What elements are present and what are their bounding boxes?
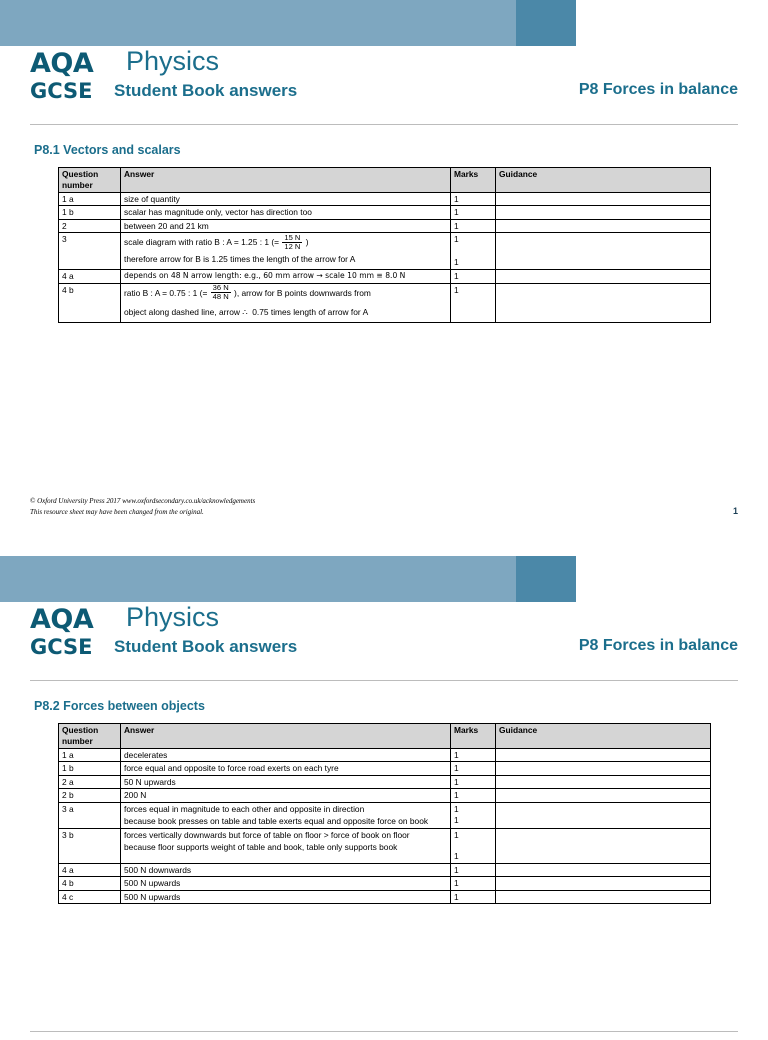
cell-question: 3 b <box>59 828 121 863</box>
page1-header <box>0 46 768 124</box>
answer-line: because book presses on table and table exerts equal and opposite force on book <box>124 816 429 827</box>
cell-answer: size of quantity <box>121 192 451 206</box>
page2-section-title: P8.2 Forces between objects <box>34 699 205 713</box>
table-row <box>59 283 711 322</box>
cell-guidance <box>496 192 711 206</box>
page-number: 1 <box>732 506 738 516</box>
cell-marks: 1 1 <box>451 828 496 863</box>
answer-line: because floor supports weight of table and book, table only supports book <box>124 842 398 853</box>
col-header-marks: Marks <box>451 724 496 749</box>
banner-tab-arrow <box>516 0 542 46</box>
cell-marks: 1 <box>451 206 496 220</box>
cell-marks: 1 <box>451 192 496 206</box>
cell-marks: 1 <box>451 748 496 762</box>
cell-answer <box>121 283 451 322</box>
cell-marks: 1 <box>451 789 496 803</box>
cell-answer: 500 N upwards <box>121 890 451 904</box>
cell-marks: 1 <box>451 890 496 904</box>
table-row <box>59 206 711 220</box>
cell-marks: 1 <box>451 775 496 789</box>
page-separator <box>0 540 768 556</box>
cell-question: 3 <box>59 233 121 270</box>
answer-line-with-fraction: ratio B : A = 0.75 : 1 (= $\frac{36 N}{48 N}$ ), arrow for B points downwards from <box>124 283 371 301</box>
resource-note-line: This resource sheet may have been changed from the original. <box>30 508 204 516</box>
cell-answer: between 20 and 21 km <box>121 219 451 233</box>
aqa-logo: AQA <box>30 48 94 79</box>
cell-answer: scalar has magnitude only, vector has direction too <box>121 206 451 220</box>
page1-header-rule <box>30 124 738 125</box>
table-header-row <box>59 724 711 749</box>
cell-guidance <box>496 863 711 877</box>
cell-guidance <box>496 762 711 776</box>
page2-header-rule <box>30 680 738 681</box>
col-header-answer: Answer <box>121 724 451 749</box>
cell-marks: 1 1 <box>451 802 496 828</box>
cell-marks: 1 <box>451 877 496 891</box>
page2-header-banner <box>0 556 768 618</box>
level-label: GCSE <box>30 79 93 103</box>
table-row <box>59 890 711 904</box>
cell-marks: 1 <box>451 863 496 877</box>
aqa-logo: AQA <box>30 604 94 635</box>
page1-section-title: P8.1 Vectors and scalars <box>34 143 181 157</box>
col-header-guidance: Guidance <box>496 724 711 749</box>
answer-line: therefore arrow for B is 1.25 times the length of the arrow for A <box>124 253 356 264</box>
cell-question: 1 a <box>59 192 121 206</box>
col-header-question: Question number <box>59 724 121 749</box>
cell-question: 1 b <box>59 762 121 776</box>
answer-line: forces vertically downwards but force of table on floor > force of book on floor <box>124 829 410 840</box>
cell-guidance <box>496 283 711 322</box>
cell-answer: 50 N upwards <box>121 775 451 789</box>
page1-header-banner <box>0 0 768 62</box>
answer-line: forces equal in magnitude to each other and opposite in direction <box>124 803 365 814</box>
page1-chapter-title: P8 Forces in balance <box>578 81 738 98</box>
page2-answers-table <box>58 723 711 904</box>
cell-guidance <box>496 828 711 863</box>
table-row <box>59 828 711 863</box>
cell-question: 4 a <box>59 270 121 284</box>
banner-tab-arrow <box>516 556 542 602</box>
table-row <box>59 802 711 828</box>
col-header-answer: Answer <box>121 168 451 193</box>
table-row <box>59 789 711 803</box>
col-header-marks: Marks <box>451 168 496 193</box>
cell-answer <box>121 233 451 270</box>
fraction-15N-over-12N: $\frac{15 N}{12 N}$ <box>284 232 301 251</box>
page1-answers-table <box>58 167 711 323</box>
answer-line: object along dashed line, arrow ∴ 0.75 times length of arrow for A <box>124 306 369 317</box>
cell-answer: decelerates <box>121 748 451 762</box>
cell-question: 1 a <box>59 748 121 762</box>
subject-label: Physics <box>126 602 220 632</box>
copyright-line: © Oxford University Press 2017 www.oxfordsecondary.co.uk/acknowledgements <box>30 497 256 505</box>
cell-answer: 500 N downwards <box>121 863 451 877</box>
cell-question: 4 c <box>59 890 121 904</box>
cell-marks: 1 <box>451 762 496 776</box>
cell-question: 4 a <box>59 863 121 877</box>
cell-answer: force equal and opposite to force road exerts on each tyre <box>121 762 451 776</box>
page2-logo-row <box>30 602 738 680</box>
cell-answer: 200 N <box>121 789 451 803</box>
table-row <box>59 192 711 206</box>
banner-left-bar <box>0 0 516 46</box>
table-row <box>59 877 711 891</box>
cell-marks: 1 <box>451 270 496 284</box>
subject-label: Physics <box>126 46 220 76</box>
table-row <box>59 219 711 233</box>
cell-guidance <box>496 233 711 270</box>
cell-marks: 1 <box>451 283 496 322</box>
table-header-row <box>59 168 711 193</box>
cell-guidance <box>496 802 711 828</box>
page2-header <box>0 602 768 680</box>
cell-question: 3 a <box>59 802 121 828</box>
page2-chapter-title: P8 Forces in balance <box>578 637 738 654</box>
cell-answer <box>121 802 451 828</box>
cell-question: 1 b <box>59 206 121 220</box>
banner-left-bar <box>0 556 516 602</box>
cell-guidance <box>496 219 711 233</box>
cell-guidance <box>496 206 711 220</box>
table-row <box>59 775 711 789</box>
cell-guidance <box>496 748 711 762</box>
cell-guidance <box>496 270 711 284</box>
answer-line-with-fraction: scale diagram with ratio B : A = 1.25 : 1 (= $\frac{15 N}{12 N}$ ) <box>124 232 309 251</box>
fraction-36N-over-48N: $\frac{36 N}{48 N}$ <box>212 283 229 301</box>
table-row <box>59 762 711 776</box>
cell-answer: depends on 48 N arrow length: e.g., 60 mm arrow → scale 10 mm ≡ 8.0 N <box>121 270 451 284</box>
table-row <box>59 233 711 270</box>
table-row <box>59 863 711 877</box>
document-type-label: Student Book answers <box>114 81 298 100</box>
cell-question: 4 b <box>59 283 121 322</box>
cell-question: 2 a <box>59 775 121 789</box>
cell-guidance <box>496 877 711 891</box>
col-header-question: Question number <box>59 168 121 193</box>
cell-answer: 500 N upwards <box>121 877 451 891</box>
cell-marks: 1 1 <box>451 233 496 270</box>
table-row <box>59 748 711 762</box>
document-page-2 <box>0 556 768 1040</box>
cell-guidance <box>496 775 711 789</box>
col-header-guidance: Guidance <box>496 168 711 193</box>
page1-footer <box>30 497 738 516</box>
table-row <box>59 270 711 284</box>
cell-answer <box>121 828 451 863</box>
cell-marks: 1 <box>451 219 496 233</box>
cell-guidance <box>496 890 711 904</box>
page1-logo-row <box>30 46 738 124</box>
level-label: GCSE <box>30 635 93 659</box>
cell-question: 2 <box>59 219 121 233</box>
cell-question: 4 b <box>59 877 121 891</box>
cell-question: 2 b <box>59 789 121 803</box>
cell-guidance <box>496 789 711 803</box>
page2-bottom-rule <box>30 1031 738 1032</box>
document-type-label: Student Book answers <box>114 637 298 656</box>
